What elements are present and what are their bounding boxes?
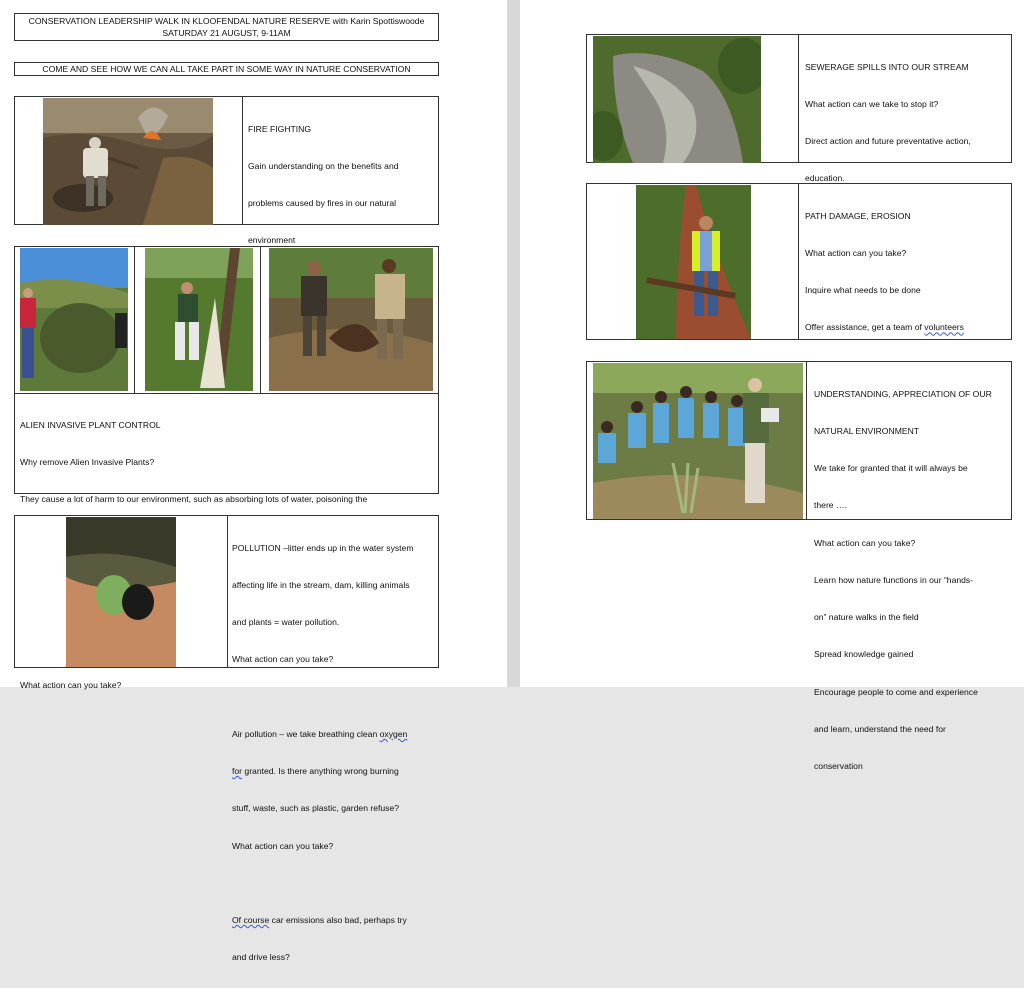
pollution-line: affecting life in the stream, dam, killing animals bbox=[232, 580, 410, 591]
understanding-action: What action can you take? bbox=[814, 537, 916, 548]
document-page-right bbox=[520, 0, 1024, 771]
fire-fighting-photo bbox=[43, 98, 213, 225]
path-action: What action can you take? bbox=[805, 248, 907, 259]
pollution-line: and drive less? bbox=[232, 952, 290, 963]
understanding-title: NATURAL ENVIRONMENT bbox=[814, 426, 920, 437]
understanding-line: conservation bbox=[814, 761, 863, 771]
path-volunteers: volunteers bbox=[924, 322, 964, 333]
banner-text: COME AND SEE HOW WE CAN ALL TAKE PART IN SOME WAY IN NATURE CONSERVATION bbox=[42, 64, 411, 74]
pollution-oxygen: oxygen bbox=[379, 728, 408, 739]
document-page-left bbox=[0, 0, 507, 963]
sewerage-line: What action can we take to stop it? bbox=[805, 99, 939, 110]
pollution-line: granted. Is there anything wrong burning bbox=[242, 766, 399, 777]
alien-line: They cause a lot of harm to our environment, such as absorbing lots of water, poisoning the bbox=[20, 494, 368, 505]
understanding-photo bbox=[593, 363, 803, 519]
fire-line: Gain understanding on the benefits and bbox=[248, 161, 399, 172]
sewerage-title: SEWERAGE SPILLS INTO OUR STREAM bbox=[805, 61, 969, 72]
pollution-title: POLLUTION –litter ends up in the water system bbox=[232, 542, 414, 553]
pollution-photo bbox=[66, 517, 176, 667]
alien-question: Why remove Alien Invasive Plants? bbox=[20, 457, 155, 468]
understanding-line: We take for granted that it will always be bbox=[814, 463, 968, 474]
understanding-line: on” nature walks in the field bbox=[814, 612, 919, 623]
fire-line: problems caused by fires in our natural bbox=[248, 198, 397, 209]
alien-plant-photo-3 bbox=[269, 248, 433, 391]
event-date: SATURDAY 21 AUGUST, 9-11AM bbox=[162, 28, 291, 38]
path-line: Inquire what needs to be done bbox=[805, 285, 921, 296]
pollution-line: stuff, waste, such as plastic, garden refuse? bbox=[232, 803, 400, 814]
pollution-line: and plants = water pollution. bbox=[232, 617, 340, 628]
understanding-title: UNDERSTANDING, APPRECIATION OF OUR bbox=[814, 388, 992, 399]
pollution-of-course: Of course bbox=[232, 915, 270, 925]
understanding-line: there …. bbox=[814, 500, 847, 511]
pollution-line: car emissions also bad, perhaps try bbox=[269, 915, 407, 925]
alien-title: ALIEN INVASIVE PLANT CONTROL bbox=[20, 419, 161, 430]
event-header bbox=[14, 13, 439, 41]
fire-fighting-section bbox=[14, 96, 439, 246]
understanding-line: and learn, understand the need for bbox=[814, 723, 946, 734]
path-damage-photo bbox=[636, 185, 751, 339]
sewerage-photo bbox=[593, 36, 761, 163]
understanding-section bbox=[586, 361, 1012, 771]
sewerage-line: education. bbox=[805, 173, 845, 184]
pollution-action: What action can you take? bbox=[232, 840, 334, 851]
understanding-line: Learn how nature functions in our “hands- bbox=[814, 574, 974, 585]
sewerage-section bbox=[586, 34, 1012, 184]
understanding-line: Encourage people to come and experience bbox=[814, 686, 978, 697]
pollution-air: Air pollution – we take breathing clean bbox=[232, 728, 380, 739]
page-gutter bbox=[507, 0, 520, 687]
pollution-for: for bbox=[232, 766, 243, 777]
alien-plant-photo-2 bbox=[145, 248, 253, 391]
banner bbox=[14, 62, 439, 76]
path-damage-section bbox=[586, 183, 1012, 340]
fire-line: environment bbox=[248, 235, 296, 246]
fire-title: FIRE FIGHTING bbox=[248, 123, 312, 134]
sewerage-line: Direct action and future preventative action, bbox=[805, 136, 971, 147]
path-line: Offer assistance, get a team of bbox=[805, 322, 925, 333]
alien-plant-photo-1 bbox=[20, 248, 128, 391]
event-title: CONSERVATION LEADERSHIP WALK IN KLOOFENDAL NATURE RESERVE with Karin Spottiswoode bbox=[28, 16, 425, 26]
alien-action: What action can you take? bbox=[20, 680, 122, 691]
pollution-section bbox=[14, 515, 439, 963]
understanding-line: Spread knowledge gained bbox=[814, 649, 914, 660]
pollution-action: What action can you take? bbox=[232, 654, 334, 665]
path-title: PATH DAMAGE, EROSION bbox=[805, 210, 911, 221]
